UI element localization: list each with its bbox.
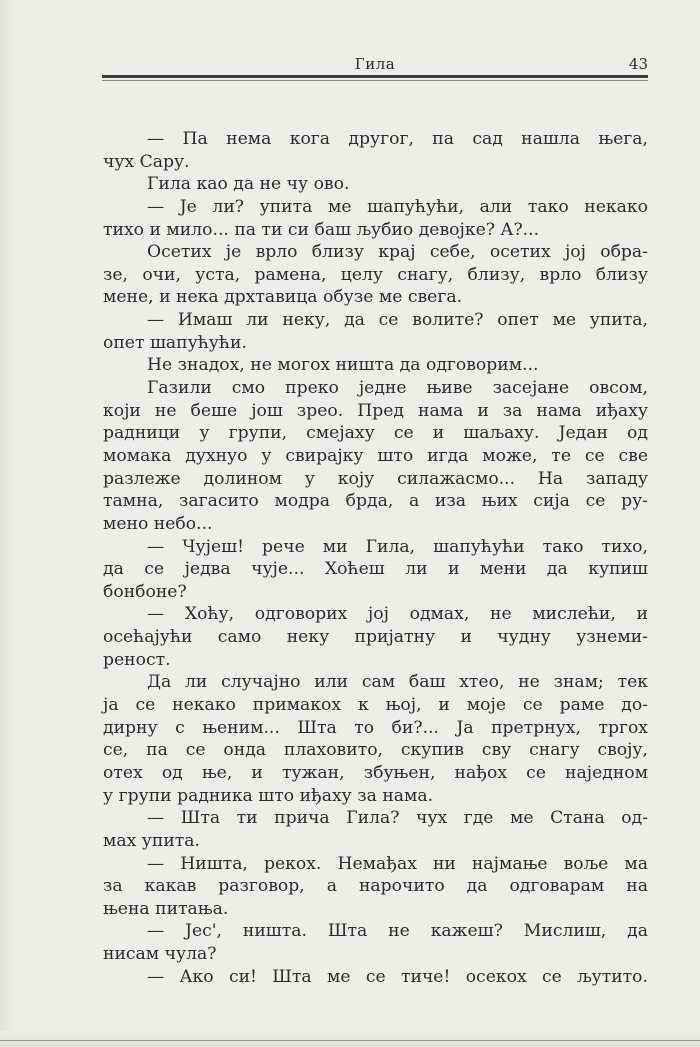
- text-line: — Ако си! Шта ме се тиче! осекох се љутито.: [147, 966, 648, 987]
- text-line: дирну с њеним... Шта то би?... Ја претрнух, тргох: [103, 717, 648, 738]
- text-line: — Чујеш! рече ми Гила, шапућући тако тихо,: [147, 536, 648, 557]
- text-line: бонбоне?: [103, 581, 187, 602]
- text-line: — Хоћу, одговорих јој одмах, не мислећи, и: [147, 604, 648, 625]
- text-line: разлеже долином у коју силажасмо... На западу: [103, 468, 648, 489]
- text-line: мах упита.: [103, 830, 201, 851]
- page-bottom-shade: [0, 1030, 700, 1047]
- text-line: мене, и нека дрхтавица обузе ме свега.: [103, 287, 463, 308]
- page-number: 43: [628, 55, 648, 73]
- text-line: Гила као да не чу ово.: [147, 174, 350, 195]
- text-line: — Имаш ли неку, да се волите? опет ме упита,: [147, 310, 648, 331]
- text-line: момака духнуо у свирајку што игда може, те се све: [103, 445, 648, 466]
- text-line: опет шапућући.: [103, 332, 247, 353]
- text-line: зе, очи, уста, рамена, целу снагу, близу, врло близу: [103, 264, 648, 285]
- running-title: Гила: [354, 55, 396, 73]
- text-line: реност.: [103, 649, 171, 670]
- text-line: ја се некако примакох к њој, и моје се раме до-: [103, 695, 648, 716]
- text-line: који не беше још зрео. Пред нама и за нама иђаху: [103, 400, 648, 421]
- text-line: нисам чула?: [103, 944, 217, 965]
- text-line: за какав разговор, а нарочито да одговарам на: [103, 876, 648, 897]
- text-line: — Ништа, рекох. Немађах ни најмање воље ма: [147, 853, 648, 874]
- text-line: отех од ње, и тужан, збуњен, нађох се наједном: [103, 762, 648, 783]
- text-line: Осетих је врло близу крај себе, осетих јој обра-: [147, 242, 648, 263]
- text-line: Газили смо преко једне њиве засејане овсом,: [147, 378, 648, 399]
- text-line: у групи радника што иђаху за нама.: [103, 785, 434, 806]
- text-line: — Шта ти прича Гила? чух где ме Стана од-: [147, 808, 648, 829]
- header-rule: [102, 75, 648, 78]
- text-line: мено небо...: [103, 513, 213, 534]
- text-line: тамна, загасито модра брда, а иза њих сија се ру-: [103, 491, 648, 512]
- text-line: Да ли случајно или сам баш хтео, не знам; тек: [147, 672, 648, 693]
- text-line: да се једва чује... Хоћеш ли и мени да купиш: [103, 559, 648, 580]
- text-line: Не знадох, не могох ништа да одговорим...: [147, 355, 539, 376]
- body-text: [103, 128, 648, 988]
- running-header: [102, 55, 648, 75]
- text-line: осећајући само неку пријатну и чудну узнеми-: [103, 627, 648, 648]
- text-line: — Је ли? упита ме шапућући, али тако некако: [147, 196, 648, 217]
- text-line: чух Сару.: [103, 151, 190, 172]
- text-line: њена питања.: [103, 898, 229, 919]
- text-line: се, па се онда плаховито, скупив сву снагу своју,: [103, 740, 648, 761]
- header-rule-thin: [102, 80, 648, 81]
- text-line: радници у групи, смејаху се и шаљаху. Један од: [103, 423, 648, 444]
- page-bottom-edge: [0, 1040, 700, 1041]
- text-line: тихо и мило... па ти си баш љубио девојке? А?...: [103, 219, 540, 240]
- text-line: — Јес', ништа. Шта не кажеш? Мислиш, да: [147, 921, 648, 942]
- page-gutter-shadow: [0, 0, 14, 1047]
- text-line: — Па нема кога другог, па сад нашла њега,: [147, 129, 648, 149]
